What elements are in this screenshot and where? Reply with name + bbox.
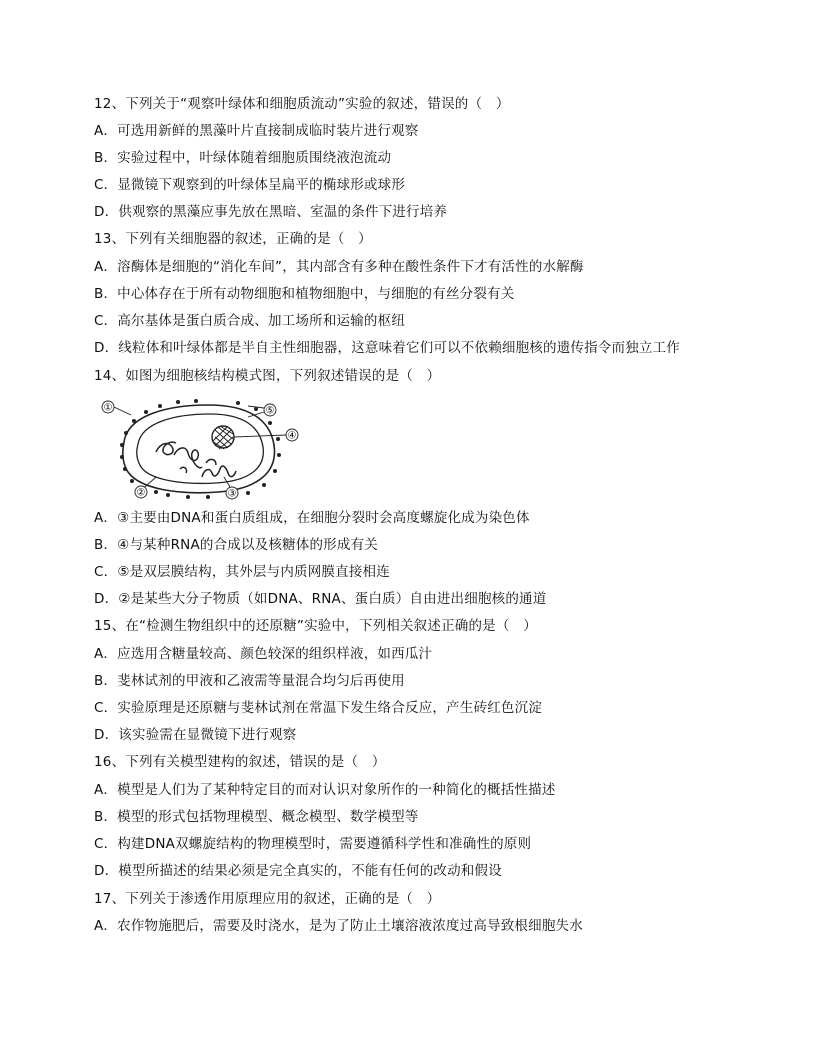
question-13-option-b: B．中心体存在于所有动物细胞和植物细胞中，与细胞的有丝分裂有关 xyxy=(94,286,515,302)
label-4: ④ xyxy=(287,430,297,442)
question-16-option-b: B．模型的形式包括物理模型、概念模型、数学模型等 xyxy=(94,809,419,825)
question-12-option-a: A．可选用新鲜的黑藻叶片直接制成临时装片进行观察 xyxy=(94,123,419,139)
question-16-option-a: A．模型是人们为了某种特定目的而对认识对象所作的一种简化的概括性描述 xyxy=(94,782,556,798)
outer-membrane xyxy=(123,405,275,493)
question-14-option-a: A．③主要由DNA和蛋白质组成，在细胞分裂时会高度螺旋化成为染色体 xyxy=(94,510,530,526)
label-2: ② xyxy=(136,487,146,499)
question-13-stem: 13、下列有关细胞器的叙述，正确的是（ ） xyxy=(94,231,372,247)
question-15-option-c: C．实验原理是还原糖与斐林试剂在常温下发生络合反应，产生砖红色沉淀 xyxy=(94,700,543,716)
question-13-option-a: A．溶酶体是细胞的“消化车间”，其内部含有多种在酸性条件下才有活性的水解酶 xyxy=(94,259,584,275)
question-16-stem: 16、下列有关模型建构的叙述，错误的是（ ） xyxy=(94,754,386,770)
question-15-stem: 15、在“检测生物组织中的还原糖”实验中，下列相关叙述正确的是（ ） xyxy=(94,618,537,634)
question-17-option-a: A．农作物施肥后，需要及时浇水，是为了防止土壤溶液浓度过高导致根细胞失水 xyxy=(94,918,583,934)
question-15-option-b: B．斐林试剂的甲液和乙液需等量混合均匀后再使用 xyxy=(94,673,405,689)
question-13-option-c: C．高尔基体是蛋白质合成、加工场所和运输的枢纽 xyxy=(94,313,406,329)
question-14-option-b: B．④与某种RNA的合成以及核糖体的形成有关 xyxy=(94,537,378,553)
label-1: ① xyxy=(103,402,113,414)
question-16-option-d: D．模型所描述的结果必须是完全真实的，不能有任何的改动和假设 xyxy=(94,863,502,879)
nucleolus xyxy=(212,426,234,449)
question-12-stem: 12、下列关于“观察叶绿体和细胞质流动”实验的叙述，错误的（ ） xyxy=(94,96,510,112)
question-15-option-d: D．该实验需在显微镜下进行观察 xyxy=(94,727,297,743)
inner-membrane xyxy=(137,414,264,483)
label-5: ⑤ xyxy=(265,405,275,417)
question-17-stem: 17、下列关于渗透作用原理应用的叙述，正确的是（ ） xyxy=(94,891,441,907)
question-13-option-d: D．线粒体和叶绿体都是半自主性细胞器，这意味着它们可以不依赖细胞核的遗传指令而独立工作 xyxy=(94,340,680,356)
question-15-option-a: A．应选用含糖量较高、颜色较深的组织样液，如西瓜汁 xyxy=(94,646,433,662)
question-12-option-b: B．实验过程中，叶绿体随着细胞质围绕液泡流动 xyxy=(94,150,392,166)
figure-labels xyxy=(102,401,298,500)
question-12-option-c: C．显微镜下观察到的叶绿体呈扁平的椭球形或球形 xyxy=(94,177,406,193)
label-3: ③ xyxy=(227,488,237,500)
question-14-option-c: C．⑤是双层膜结构，其外层与内质网膜直接相连 xyxy=(94,564,390,580)
question-16-option-c: C．构建DNA双螺旋结构的物理模型时，需要遵循科学性和准确性的原则 xyxy=(94,836,532,852)
question-12-option-d: D．供观察的黑藻应事先放在黑暗、室温的条件下进行培养 xyxy=(94,204,448,220)
question-14-stem: 14、如图为细胞核结构模式图，下列叙述错误的是（ ） xyxy=(94,368,441,384)
cell-nucleus-diagram xyxy=(98,397,303,502)
question-14-option-d: D．②是某些大分子物质（如DNA、RNA、蛋白质）自由进出细胞核的通道 xyxy=(94,591,547,607)
